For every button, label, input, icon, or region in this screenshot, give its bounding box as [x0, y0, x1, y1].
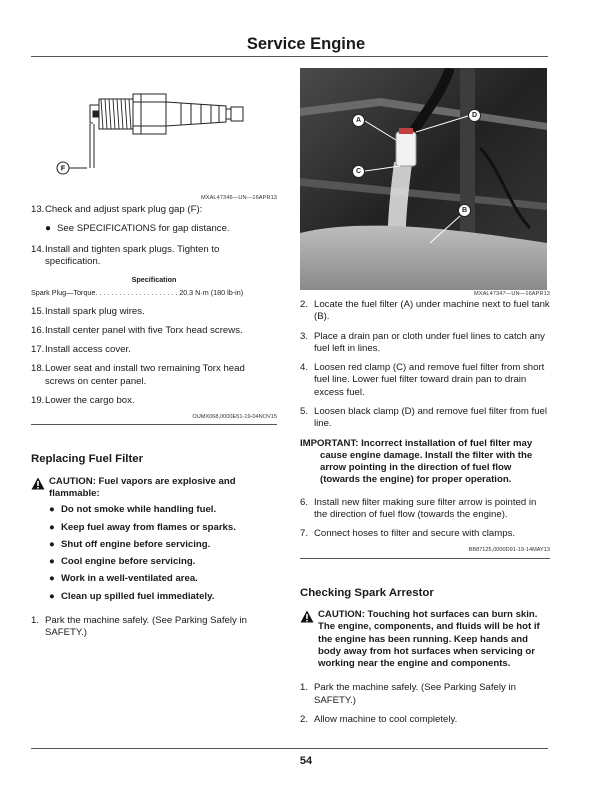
left-column: [31, 68, 277, 647]
spark-plug-illustration: [31, 68, 277, 194]
steps-list: [31, 306, 277, 408]
list-item: 6. Install new filter making sure filter arrow is pointed in the direction of fuel flow (towards the engine).: [300, 496, 537, 520]
figure-id: MXAL47347—UN—16APR13: [474, 291, 550, 297]
spark-plug-figure: [31, 68, 277, 201]
important-lead: IMPORTANT: Incorrect installation of fuel filter may: [300, 437, 533, 449]
list-item: 4. Loosen red clamp (C) and remove fuel filter from short fuel line. Lower fuel filter toward drain pan to drain excess fuel.: [300, 362, 545, 398]
list-item: 13. Check and adjust spark plug gap (F):: [31, 204, 203, 215]
fuel-filter-photo: [300, 68, 547, 290]
bullet-icon: ●: [49, 521, 55, 533]
list-item: ● Cool engine before servicing.: [49, 556, 196, 568]
list-item: 2. Locate the fuel filter (A) under machine next to fuel tank (B).: [300, 299, 550, 323]
steps-list: [300, 682, 550, 726]
list-item: 5. Loosen black clamp (D) and remove fuel filter from fuel line.: [300, 406, 548, 430]
list-item: 1. Park the machine safely. (See Parking Safely in SAFETY.): [31, 614, 247, 639]
list-item: 18. Lower seat and install two remaining Torx head screws on center panel.: [31, 363, 245, 387]
steps-list: [300, 299, 550, 430]
bullet-icon: ●: [45, 223, 52, 235]
reference-id: BB87125,0000D91-19-14MAY13: [300, 547, 550, 558]
list-item: ● Shut off engine before servicing.: [49, 538, 211, 550]
steps-list: [31, 204, 277, 216]
steps-list: [31, 244, 277, 269]
section-title-checking-spark-arrestor: Checking Spark Arrestor: [300, 586, 434, 599]
warning-triangle-icon: [31, 476, 49, 501]
footer-rule: [31, 748, 548, 749]
list-item: 2. Allow machine to cool completely.: [300, 714, 458, 726]
callout-d: D: [468, 109, 481, 122]
callout-b: B: [458, 204, 471, 217]
figure-id: MXAL47346—UN—16APR13: [201, 195, 277, 201]
caution-block: [300, 609, 550, 670]
list-item: ● Work in a well-ventilated area.: [49, 573, 198, 585]
bullet-item: ● See SPECIFICATIONS for gap distance.: [45, 223, 230, 235]
list-item: 1. Park the machine safely. (See Parking Safely in SAFETY.): [300, 682, 516, 706]
section-title-replacing-fuel-filter: Replacing Fuel Filter: [31, 453, 144, 466]
list-item: 3. Place a drain pan or cloth under fuel lines to catch any fuel left in lines.: [300, 330, 545, 354]
header-rule: [31, 56, 548, 57]
caution-text: CAUTION: Touching hot surfaces can burn skin. The engine, components, and fluids will be hot if the engine has been running. Keep hands and body away from hot surfaces when servicing or working near the engine and components.: [318, 609, 540, 670]
important-body: cause engine damage. Install the filter with the arrow pointing in the direction of fuel flow (towards the engine) for proper operation.: [320, 449, 533, 486]
caution-block: [31, 476, 277, 501]
bullet-icon: ●: [49, 573, 55, 585]
callout-f: F: [60, 165, 66, 173]
bullet-icon: ●: [49, 590, 55, 602]
callout-c: C: [352, 165, 365, 178]
list-item: ● Do not smoke while handling fuel.: [49, 504, 217, 516]
page-number: 54: [299, 755, 313, 767]
specification-heading: Specification: [131, 275, 177, 285]
specification-row: Spark Plug—Torque. . . . . . . . . . . . . . . . . . . . . 20.3 N·m (180 lb-in): [31, 288, 244, 298]
bullet-icon: ●: [49, 504, 55, 516]
list-item: 16. Install center panel with five Torx head screws.: [31, 324, 243, 336]
caution-text: CAUTION: Fuel vapors are explosive and flammable:: [49, 475, 236, 500]
list-item: 17. Install access cover.: [31, 344, 131, 356]
caution-bullets: [49, 504, 277, 603]
steps-list: [31, 615, 277, 640]
callout-a: A: [352, 114, 365, 127]
list-item: 14. Install and tighten spark plugs. Tighten to specification.: [31, 243, 220, 267]
steps-list: [300, 497, 550, 541]
callout-leaders: [300, 68, 547, 290]
list-item: 15. Install spark plug wires.: [31, 305, 145, 317]
important-notice: [300, 438, 550, 487]
reference-id: OUMX068,0000E51-19-04NOV15: [31, 414, 277, 425]
list-item: 19. Lower the cargo box.: [31, 394, 135, 406]
page-title: Service Engine: [246, 35, 366, 53]
list-item: ● Clean up spilled fuel immediately.: [49, 590, 215, 602]
list-item: ● Keep fuel away from flames or sparks.: [49, 521, 236, 533]
right-column: [300, 68, 550, 733]
bullet-icon: ●: [49, 538, 55, 550]
bullet-icon: ●: [49, 556, 55, 568]
warning-triangle-icon: [300, 609, 318, 670]
list-item: 7. Connect hoses to filter and secure with clamps.: [300, 528, 516, 540]
